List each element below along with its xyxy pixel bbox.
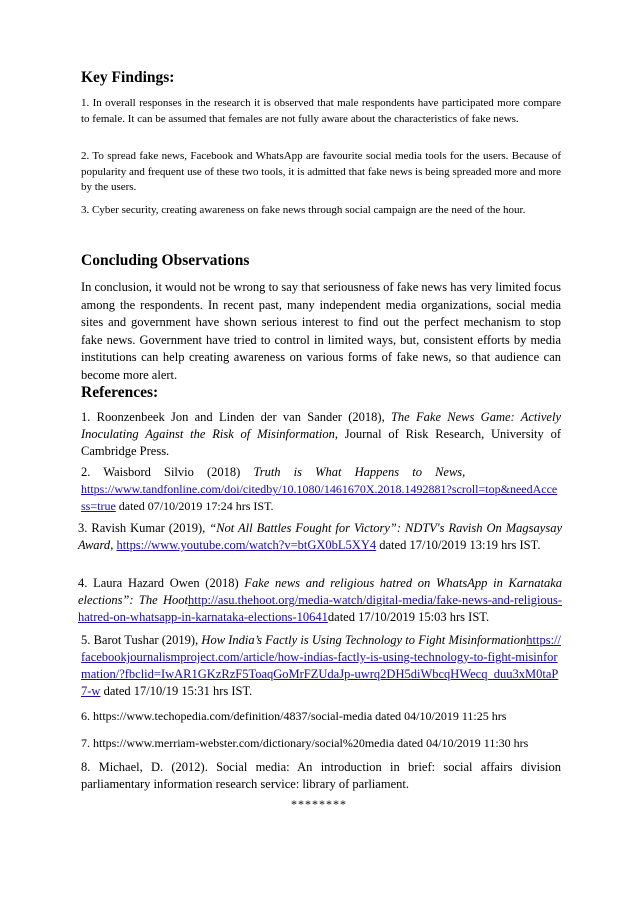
reference-2-title: Truth is What Happens to News,: [253, 465, 466, 479]
reference-2-date: dated 07/10/2019 17:24 hrs IST.: [115, 499, 274, 513]
reference-1-source: , Journal of Risk Research, University of Cambridge Press.: [81, 427, 561, 458]
reference-2-authors: 2. Waisbord Silvio (2018): [81, 465, 254, 479]
reference-3-title: “Not All Battles Fought for Victory”: NDTV's Ravish On Magsaysay Award: [78, 521, 562, 552]
reference-3-date: dated 17/10/2019 13:19 hrs IST.: [376, 538, 541, 552]
reference-5-date: dated 17/10/19 15:31 hrs IST.: [100, 684, 253, 698]
reference-2: [81, 464, 561, 481]
reference-3-link[interactable]: https://www.youtube.com/watch?v=btGX0bL5XY4: [116, 538, 377, 552]
reference-5-link[interactable]: https://facebookjournalismproject.com/article/how-indias-factly-is-using-technology-to-fight-misinformation/?fbclid=IwAR1GKzRzF5ToaqGoMrFZUdaJp-uwrq2DH5diWbcqHWecq_duu3xM0taP7-w: [81, 633, 561, 698]
reference-1-title: The Fake News Game: Actively Inoculating Against the Risk of Misinformation: [81, 410, 561, 441]
reference-5: [81, 632, 561, 700]
reference-4-title: Fake news and religious hatred on WhatsApp in Karnataka elections”: The Hoot: [78, 576, 563, 607]
reference-5-title: How India’s Factly is Using Technology to Fight Misinformation: [201, 633, 527, 647]
end-mark: ********: [291, 797, 347, 811]
finding-2: 2. To spread fake news, Facebook and WhatsApp are favourite social media tools for the users. Because of popularity and frequent use of these two tools, it is admitted that fake news is being spreaded more and more by the users.: [81, 150, 561, 193]
reference-2-body: [81, 481, 561, 515]
reference-6: 6. https://www.techopedia.com/definition/4837/social-media dated 04/10/2019 11:25 hrs: [81, 709, 507, 723]
reference-7: 7. https://www.merriam-webster.com/dictionary/social%20media dated 04/10/2019 11:30 hrs: [81, 736, 529, 750]
finding-3: 3. Cyber security, creating awareness on fake news through social campaign are the need of the hour.: [81, 204, 526, 216]
reference-3-authors: 3. Ravish Kumar (2019),: [78, 521, 210, 535]
reference-3-sep: ,: [110, 538, 117, 552]
reference-2-link[interactable]: https://www.tandfonline.com/doi/citedby/10.1080/1461670X.2018.1492881?scroll=top&needAccess=true: [81, 482, 558, 513]
reference-1: [81, 409, 561, 460]
conclusion-paragraph: In conclusion, it would not be wrong to say that seriousness of fake news has very limited focus among the respondents. In recent past, many independent media organizations, social media sites and government have shown serious interest to find out the perfect mechanism to stop fake news. Government have tried to control in limited ways, but, consistent efforts by media institutions can help creating awareness on various forms of fake news, so that audience can become more alert.: [81, 280, 561, 382]
reference-4-date: dated 17/10/2019 15:03 hrs IST.: [327, 610, 490, 624]
reference-4-link[interactable]: http://asu.thehoot.org/media-watch/digital-media/fake-news-and-religious-hatred-on-whatsapp-in-karnataka-elections-10641: [78, 593, 562, 624]
finding-1: 1. In overall responses in the research it is observed that male respondents have participated more compare to female. It can be assumed that females are not fully aware about the characteristics of fake news.: [81, 97, 561, 125]
references-heading: References:: [81, 384, 159, 401]
concluding-heading: Concluding Observations: [81, 252, 250, 269]
reference-4: [78, 575, 562, 626]
reference-8: 8. Michael, D. (2012). Social media: An introduction in brief: social affairs division parliamentary information research service: library of parliament.: [81, 760, 561, 791]
reference-1-authors: 1. Roonzenbeek Jon and Linden der van Sander (2018),: [81, 410, 391, 424]
reference-4-authors: 4. Laura Hazard Owen (2018): [78, 576, 245, 590]
reference-3: [78, 520, 562, 554]
reference-5-authors: 5. Barot Tushar (2019),: [81, 633, 202, 647]
key-findings-heading: Key Findings:: [81, 69, 175, 86]
